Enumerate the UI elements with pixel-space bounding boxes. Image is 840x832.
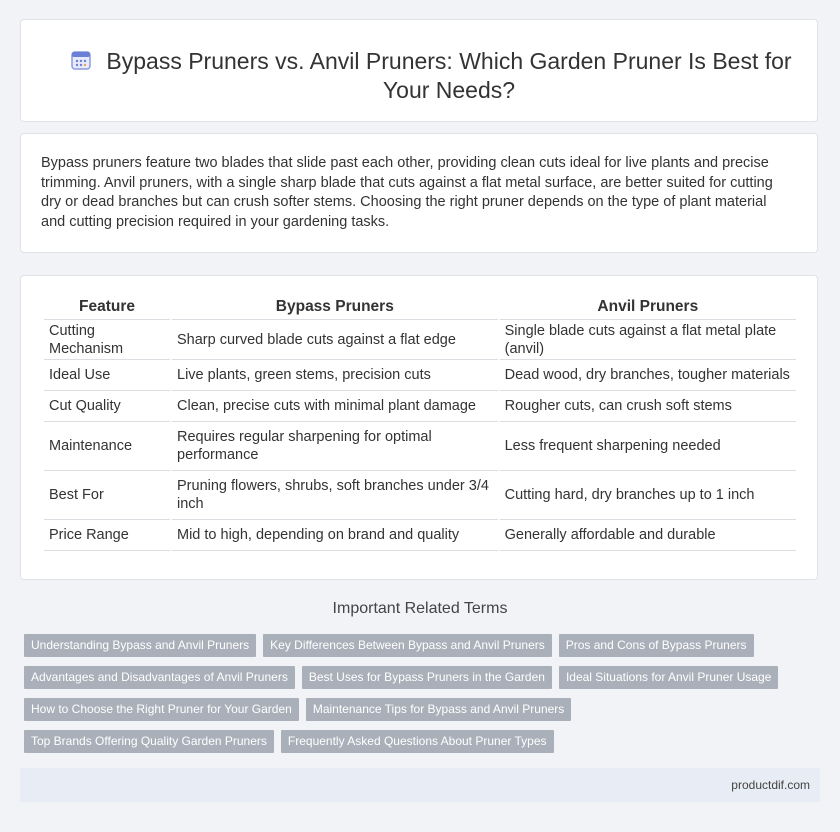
related-term-tag[interactable]: How to Choose the Right Pruner for Your Garden (24, 698, 299, 721)
table-cell-feature: Ideal Use (44, 360, 170, 391)
table-cell-bypass: Live plants, green stems, precision cuts (172, 360, 498, 391)
table-cell-anvil: Dead wood, dry branches, tougher materials (500, 360, 796, 391)
related-term-tag[interactable]: Understanding Bypass and Anvil Pruners (24, 634, 256, 657)
table-row (44, 520, 796, 551)
table-row (44, 320, 796, 360)
table-row (44, 360, 796, 391)
table-cell-anvil: Single blade cuts against a flat metal plate (anvil) (500, 320, 796, 360)
table-cell-bypass: Sharp curved blade cuts against a flat edge (172, 320, 498, 360)
table-header-row (44, 295, 796, 320)
table-cell-feature: Cut Quality (44, 391, 170, 422)
related-term-tag[interactable]: Ideal Situations for Anvil Pruner Usage (559, 666, 778, 689)
table-cell-feature: Price Range (44, 520, 170, 551)
related-terms-list (24, 634, 824, 762)
table-cell-bypass: Pruning flowers, shrubs, soft branches under 3/4 inch (172, 471, 498, 520)
related-term-tag[interactable]: Advantages and Disadvantages of Anvil Pruners (24, 666, 295, 689)
table-cell-anvil: Cutting hard, dry branches up to 1 inch (500, 471, 796, 520)
table-cell-feature: Maintenance (44, 422, 170, 471)
table-cell-bypass: Clean, precise cuts with minimal plant damage (172, 391, 498, 422)
related-term-tag[interactable]: Frequently Asked Questions About Pruner Types (281, 730, 554, 753)
intro-paragraph: Bypass pruners feature two blades that slide past each other, providing clean cuts ideal for live plants and precise trimming. Anvil pruners, with a single sharp blade that cuts against a flat metal surface, are better suited for cutting dry or dead branches but can crush softer stems. Choosing the right pruner depends on the type of plant material and cutting precision required in your gardening tasks. (41, 155, 773, 230)
table-cell-feature: Best For (44, 471, 170, 520)
related-term-tag[interactable]: Pros and Cons of Bypass Pruners (559, 634, 754, 657)
header-feature: Feature (44, 295, 170, 320)
title-card (20, 19, 818, 122)
table-cell-anvil: Less frequent sharpening needed (500, 422, 796, 471)
comparison-card (20, 275, 818, 580)
related-terms-title: Important Related Terms (332, 600, 508, 617)
related-term-tag[interactable]: Maintenance Tips for Bypass and Anvil Pruners (306, 698, 571, 721)
related-term-tag[interactable]: Top Brands Offering Quality Garden Pruners (24, 730, 274, 753)
table-cell-bypass: Requires regular sharpening for optimal performance (172, 422, 498, 471)
header-bypass: Bypass Pruners (172, 295, 498, 320)
table-cell-bypass: Mid to high, depending on brand and quality (172, 520, 498, 551)
table-row (44, 391, 796, 422)
comparison-table (42, 295, 798, 551)
footer (20, 768, 820, 802)
related-term-tag[interactable]: Key Differences Between Bypass and Anvil Pruners (263, 634, 552, 657)
table-row (44, 422, 796, 471)
related-term-tag[interactable]: Best Uses for Bypass Pruners in the Garden (302, 666, 552, 689)
table-cell-anvil: Generally affordable and durable (500, 520, 796, 551)
table-cell-anvil: Rougher cuts, can crush soft stems (500, 391, 796, 422)
footer-site-link[interactable]: productdif.com (731, 778, 810, 792)
table-cell-feature: Cutting Mechanism (44, 320, 170, 360)
header-anvil: Anvil Pruners (500, 295, 796, 320)
page-title: Bypass Pruners vs. Anvil Pruners: Which Garden Pruner Is Best for Your Needs? (106, 48, 792, 103)
intro-card (20, 133, 818, 253)
table-row (44, 471, 796, 520)
